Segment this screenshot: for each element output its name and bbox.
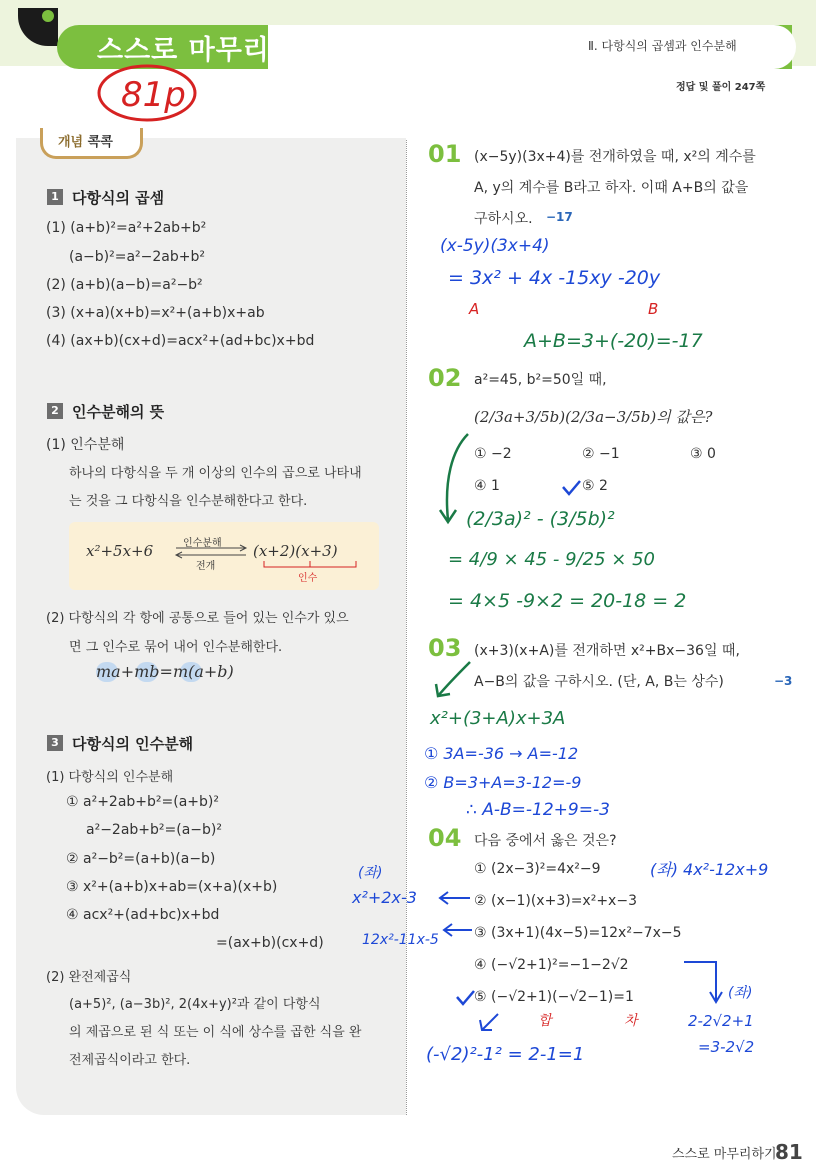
- question-text: 다음 중에서 옳은 것은?: [474, 833, 617, 849]
- text-line: (1) 다항식의 인수분해: [46, 770, 174, 785]
- text-line: 전제곱식이라고 한다.: [69, 1053, 191, 1068]
- formula-line: a²−2ab+b²=(a−b)²: [86, 822, 222, 838]
- answer-label: −3: [774, 674, 793, 688]
- arrow-label-expand: 전개: [196, 561, 216, 572]
- chapter-label: Ⅱ. 다항식의 곱셈과 인수분해: [588, 39, 737, 53]
- handwriting: = 3x² + 4x -15xy -20y: [448, 267, 661, 289]
- choice: ② (x−1)(x+3)=x²+x−3: [474, 893, 637, 909]
- check-mark-icon: [454, 988, 476, 1008]
- page-title: 스스로 마무리하기: [97, 35, 325, 66]
- text-line: (a+5)², (a−3b)², 2(4x+y)²과 같이 다항식: [69, 997, 321, 1012]
- concept-tab-label: 개념 콕콕: [58, 135, 113, 150]
- box-left-expression: x²+5x+6: [86, 542, 154, 560]
- handwriting: (좌) 4x²-12x+9: [650, 860, 769, 879]
- formula-line: ④ acx²+(ad+bc)x+bd: [66, 907, 220, 923]
- footer-label: 스스로 마무리하기: [672, 1147, 777, 1162]
- formula-line: (3) (x+a)(x+b)=x²+(a+b)x+ab: [46, 305, 265, 321]
- question-text: 구하시오.: [474, 211, 533, 227]
- handwriting: 12x²-11x-5: [362, 932, 439, 948]
- box-right-expression: (x+2)(x+3): [253, 542, 338, 560]
- handwriting: ① 3A=-36 → A=-12: [424, 744, 579, 763]
- question-text: A−B의 값을 구하시오. (단, A, B는 상수): [474, 674, 724, 690]
- choice: ④ (−√2+1)²=−1−2√2: [474, 957, 629, 973]
- question-number: 02: [428, 364, 462, 392]
- section-title: 인수분해의 뜻: [72, 403, 165, 421]
- handwriting: =3-2√2: [698, 1038, 755, 1056]
- text-line: (2) 완전제곱식: [46, 970, 132, 985]
- handwriting: ∴ A-B=-12+9=-3: [466, 800, 610, 820]
- answer-label: −17: [546, 210, 573, 224]
- section-title: 다항식의 인수분해: [72, 735, 194, 753]
- question-number: 01: [428, 140, 462, 168]
- formula-line: ma+mb=m(a+b): [96, 662, 234, 681]
- handwriting: (좌): [728, 985, 753, 1001]
- column-divider: [406, 140, 407, 1115]
- handwriting: A: [469, 300, 480, 318]
- arrow-icon: [430, 658, 474, 702]
- check-mark-icon: [560, 478, 582, 498]
- text-line: 의 제곱으로 된 식 또는 이 식에 상수를 곱한 식을 완: [69, 1025, 362, 1040]
- text-line: 면 그 인수로 묶어 내어 인수분해한다.: [69, 640, 283, 655]
- section-title: 다항식의 곱셈: [72, 189, 165, 207]
- formula-line: ① a²+2ab+b²=(a+b)²: [66, 794, 219, 810]
- handwriting: (x-5y)(3x+4): [440, 236, 550, 256]
- handwriting: (좌): [358, 865, 383, 881]
- section-number: 3: [47, 735, 63, 751]
- question-text: (x−5y)(3x+4)를 전개하였을 때, x²의 계수를: [474, 149, 756, 165]
- formula-line: ② a²−b²=(a+b)(a−b): [66, 851, 216, 867]
- choice: ④ 1: [474, 478, 500, 494]
- choice: ③ 0: [690, 446, 716, 462]
- formula-line: ③ x²+(a+b)x+ab=(x+a)(x+b): [66, 879, 278, 895]
- handwriting: 합: [538, 1013, 552, 1029]
- section-number: 1: [47, 189, 63, 205]
- question-text: (x+3)(x+A)를 전개하면 x²+Bx−36일 때,: [474, 643, 740, 659]
- corner-dot-icon: [40, 8, 56, 24]
- question-text: (2/3a+3/5b)(2/3a−3/5b)의 값은?: [474, 408, 713, 426]
- question-number: 03: [428, 634, 462, 662]
- brace-label: 인수: [298, 573, 318, 584]
- choice: ⑤ 2: [582, 478, 608, 494]
- choice: ③ (3x+1)(4x−5)=12x²−7x−5: [474, 925, 682, 941]
- handwriting: (2/3a)² - (3/5b)²: [466, 508, 615, 530]
- question-text: a²=45, b²=50일 때,: [474, 372, 607, 388]
- handwriting: = 4×5 -9×2 = 20-18 = 2: [448, 590, 687, 612]
- handwriting: x²+2x-3: [352, 888, 417, 907]
- arrow-icon: [680, 958, 724, 1006]
- text-line: (2) 다항식의 각 항에 공통으로 들어 있는 인수가 있으: [46, 611, 349, 626]
- handwritten-page-number: 81p: [121, 75, 186, 115]
- handwriting: 차: [624, 1013, 638, 1029]
- text-line: 하나의 다항식을 두 개 이상의 인수의 곱으로 나타내: [69, 466, 362, 481]
- arrow-label-factor: 인수분해: [183, 538, 222, 549]
- choice: ① −2: [474, 446, 512, 462]
- page-number: 81: [775, 1140, 803, 1164]
- formula-line: =(ax+b)(cx+d): [216, 935, 324, 951]
- double-arrow-icon: [172, 544, 250, 560]
- choice: ① (2x−3)²=4x²−9: [474, 861, 601, 877]
- text-line: 는 것을 그 다항식을 인수분해한다고 한다.: [69, 494, 308, 509]
- choice: ② −1: [582, 446, 620, 462]
- handwriting: x²+(3+A)x+3A: [430, 708, 566, 729]
- handwriting: = 4/9 × 45 - 9/25 × 50: [448, 549, 655, 570]
- formula-line: (2) (a+b)(a−b)=a²−b²: [46, 277, 203, 293]
- formula-line: (1) (a+b)²=a²+2ab+b²: [46, 220, 207, 236]
- handwriting: 2-2√2+1: [688, 1012, 754, 1030]
- handwritten-page-circle: [95, 62, 205, 124]
- arrow-icon: [476, 1010, 502, 1036]
- formula-line: (4) (ax+b)(cx+d)=acx²+(ad+bc)x+bd: [46, 333, 315, 349]
- arrow-icon: [440, 920, 474, 940]
- question-number: 04: [428, 824, 462, 852]
- handwriting: ② B=3+A=3-12=-9: [424, 773, 582, 792]
- arrow-icon: [436, 888, 472, 908]
- text-line: (1) 인수분해: [46, 437, 125, 453]
- handwriting: (-√2)²-1² = 2-1=1: [426, 1044, 585, 1065]
- formula-line: (a−b)²=a²−2ab+b²: [69, 249, 205, 265]
- choice: ⑤ (−√2+1)(−√2−1)=1: [474, 989, 634, 1005]
- handwriting: A+B=3+(-20)=-17: [524, 330, 703, 352]
- section-number: 2: [47, 403, 63, 419]
- question-text: A, y의 계수를 B라고 하자. 이때 A+B의 값을: [474, 180, 749, 196]
- answer-reference: 정답 및 풀이 247쪽: [676, 82, 766, 93]
- handwriting: B: [648, 300, 659, 318]
